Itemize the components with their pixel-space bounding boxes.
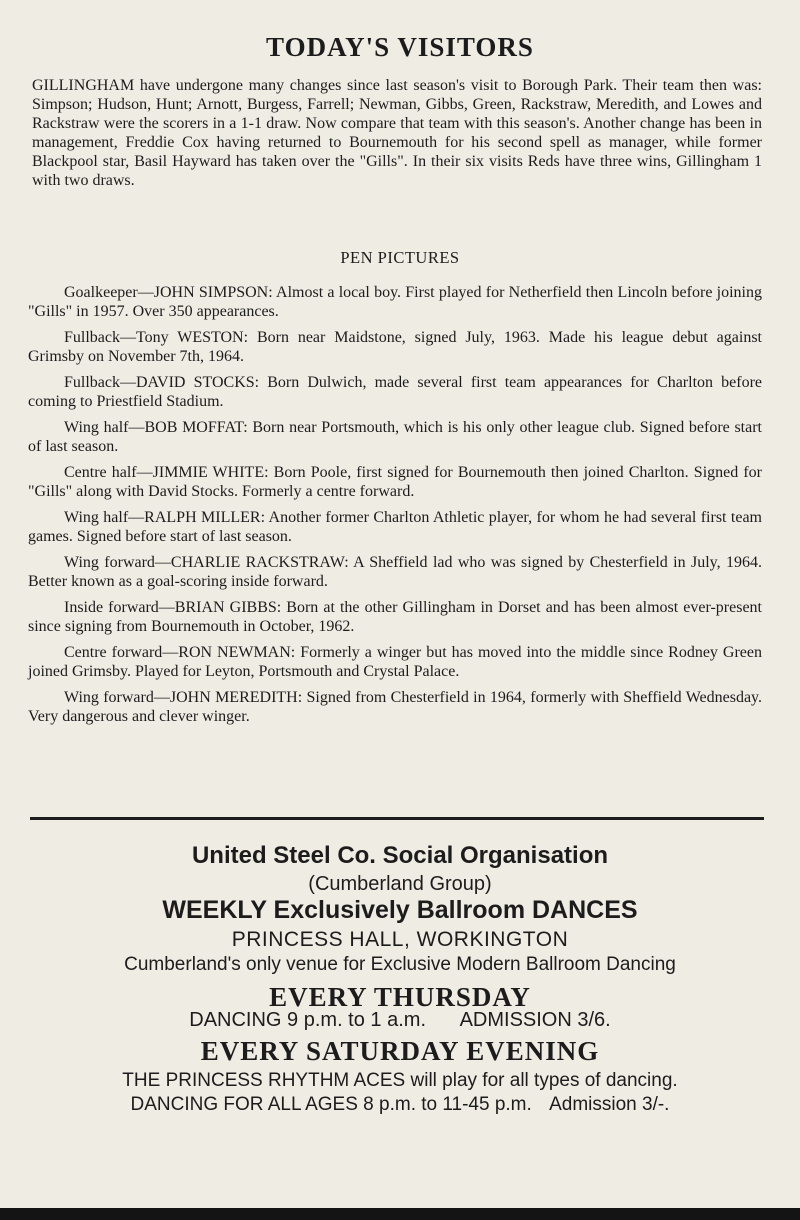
advert-venue: PRINCESS HALL, WORKINGTON — [231, 928, 569, 951]
section-divider — [30, 817, 764, 820]
advert-thursday-details — [0, 1009, 800, 1032]
advert-saturday-heading: EVERY SATURDAY EVENING — [200, 1036, 600, 1066]
pen-pictures-list — [28, 283, 762, 733]
pen-picture-moffat: Wing half—BOB MOFFAT: Born near Portsmouth, which is his only other league club. Signed before start of last season. — [28, 419, 762, 455]
advert-saturday-admission: Admission 3/-. — [549, 1094, 670, 1115]
advert-group: (Cumberland Group) — [308, 873, 492, 895]
advert-saturday-band: THE PRINCESS RHYTHM ACES will play for all types of dancing. — [122, 1070, 678, 1091]
pen-picture-rackstraw: Wing forward—CHARLIE RACKSTRAW: A Sheffield lad who was signed by Chesterfield in July, 1964. Better known as a goal-scoring inside forward. — [28, 554, 762, 590]
advert-thursday-admission: ADMISSION 3/6. — [459, 1009, 611, 1031]
intro-paragraph: GILLINGHAM have undergone many changes since last season's visit to Borough Park. Their team then was: Simpson; Hudson, Hunt; Arnott, Burgess, Farrell; Newman, Gibbs, Green, Rackstraw, Meredith, and Lowes and Rackstraw were the scorers in a 1-1 draw. Now compare that team with this season's. Another change has been in management, Freddie Cox having returned to Bournemouth for his second spell as manager, while former Blackpool star, Basil Hayward has taken over the "Gills". In their six visits Reds have three wins, Gillingham 1 with two draws. — [32, 77, 762, 189]
pen-picture-newman: Centre forward—RON NEWMAN: Formerly a winger but has moved into the middle since Rodney Green joined Grimsby. Played for Leyton, Portsmouth and Crystal Palace. — [28, 644, 762, 680]
pen-picture-stocks: Fullback—DAVID STOCKS: Born Dulwich, made several first team appearances for Charlton before coming to Priestfield Stadium. — [28, 374, 762, 410]
advert-only-venue: Cumberland's only venue for Exclusive Modern Ballroom Dancing — [124, 954, 676, 975]
advert-thursday-heading: EVERY THURSDAY — [269, 982, 531, 1012]
page-title: TODAY'S VISITORS — [266, 32, 534, 62]
pen-picture-simpson: Goalkeeper—JOHN SIMPSON: Almost a local boy. First played for Netherfield then Lincoln before joining "Gills" in 1957. Over 350 appearances. — [28, 284, 762, 320]
pen-picture-miller: Wing half—RALPH MILLER: Another former Charlton Athletic player, for whom he had several first team games. Signed before start of last season. — [28, 509, 762, 545]
pen-picture-weston: Fullback—Tony WESTON: Born near Maidstone, signed July, 1963. Made his league debut against Grimsby on November 7th, 1964. — [28, 329, 762, 365]
pen-picture-white: Centre half—JIMMIE WHITE: Born Poole, first signed for Bournemouth then joined Charlton. Signed for "Gills" along with David Stocks. Formerly a centre forward. — [28, 464, 762, 500]
pen-picture-meredith: Wing forward—JOHN MEREDITH: Signed from Chesterfield in 1964, formerly with Sheffield Wednesday. Very dangerous and clever winger. — [28, 689, 762, 725]
advert-saturday-details — [0, 1094, 800, 1116]
page-bottom-edge — [0, 1208, 800, 1220]
pen-picture-gibbs: Inside forward—BRIAN GIBBS: Born at the other Gillingham in Dorset and has been almost ever-present since signing from Bournemouth in October, 1962. — [28, 599, 762, 635]
advert-weekly-dances: WEEKLY Exclusively Ballroom DANCES — [162, 896, 638, 924]
advert-thursday-times: DANCING 9 p.m. to 1 a.m. — [189, 1009, 426, 1031]
pen-pictures-heading: PEN PICTURES — [340, 248, 460, 267]
advert-organisation: United Steel Co. Social Organisation — [191, 842, 609, 869]
advert-saturday-times: DANCING FOR ALL AGES 8 p.m. to 11-45 p.m. — [130, 1094, 532, 1115]
